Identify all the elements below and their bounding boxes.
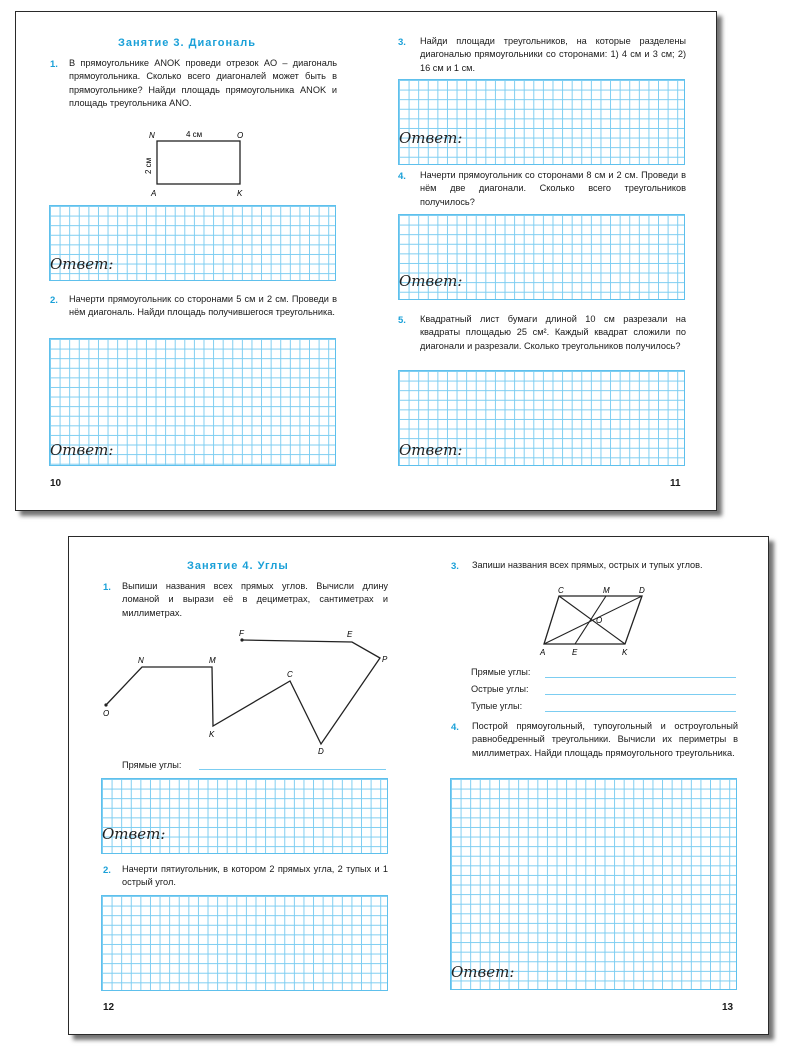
polyline-figure [99,625,399,755]
task-number: 3. [398,37,406,48]
task-text: Начерти пятиугольник, в котором 2 прямых угла, 2 тупых и 1 острый угол. [122,864,388,888]
lesson-title: Занятие 3. Диагональ [118,37,257,49]
vertex-label: C [558,586,564,595]
task-text: Выпиши названия всех прямых углов. Вычисли длину ломаной и вырази её в дециметрах, сантиметрах и миллиметрах. [122,581,388,618]
task-number: 3. [451,561,459,572]
answer-grid[interactable] [398,79,685,165]
answer-grid[interactable] [450,778,737,990]
vertex-label: P [382,655,388,664]
answer-line[interactable] [545,711,736,712]
right-angles-label: Прямые углы: [471,667,531,677]
vertex-label: A [540,648,546,657]
vertex-label: A [151,189,157,198]
vertex-label: M [603,586,610,595]
vertex-label: N [149,131,155,140]
vertex-label: M [209,656,216,665]
answer-label: Ответ: [451,963,515,981]
task-number: 1. [50,59,58,70]
workbook-spread-bottom [68,536,769,1035]
obtuse-angles-label: Тупые углы: [471,701,523,711]
vertex-label: O [237,131,244,140]
vertex-label: K [209,730,215,739]
broken-line [106,640,380,744]
answer-label: Ответ: [399,441,463,459]
task-number: 1. [103,582,111,593]
page-number: 12 [103,1002,115,1013]
vertex-label: K [622,648,628,657]
vertex-label: O [103,709,110,718]
rectangle-shape [157,141,240,184]
task-number: 4. [451,722,459,733]
side-length-label: 4 см [186,130,203,139]
task-text: Найди площади треугольников, на которые разделены диагональю прямоугольники со сторонами: 1) 4 см и 3 см; 2) 16 см и 1 см. [420,36,686,73]
task-text: Начерти прямоугольник со сторонами 8 см и 2 см. Проведи в нём две диагонали. Сколько всего треугольников получилось? [420,170,686,207]
task-text: Запиши названия всех прямых, острых и тупых углов. [472,560,703,570]
parallelogram-figure [535,583,655,661]
lesson-title: Занятие 4. Углы [187,560,289,572]
task-number: 4. [398,171,406,182]
task-text: Начерти прямоугольник со сторонами 5 см и 2 см. Проведи в нём диагональ. Найди площадь получившегося треугольника. [69,294,337,318]
answer-line[interactable] [545,694,736,695]
task-number: 2. [50,295,58,306]
vertex-label: C [287,670,293,679]
right-angles-label: Прямые углы: [122,760,182,770]
answer-line[interactable] [199,769,386,770]
page-number: 13 [722,1002,734,1013]
acute-angles-label: Острые углы: [471,684,529,694]
page-number: 10 [50,478,62,489]
task-number: 5. [398,315,406,326]
task-text: В прямоугольнике ANOK проведи отрезок AO – диагональ прямоугольника. Сколько всего диагоналей может быть в прямоугольнике? Найди площадь прямоугольника ANOK и площадь треугольника ANO. [69,58,337,109]
vertex-label: F [239,629,244,638]
answer-label: Ответ: [102,825,166,843]
task-text: Построй прямоугольный, тупоугольный и остроугольный равнобедренный треугольники. Вычисли их периметры в миллиметрах. Найди площадь прямоугольного треугольника. [472,721,738,758]
vertex-label: D [318,747,324,755]
vertex-label: N [138,656,144,665]
page-number: 11 [670,478,681,489]
rectangle-anok-figure [141,126,251,201]
answer-line[interactable] [545,677,736,678]
workbook-spread-top [15,11,717,511]
answer-label: Ответ: [50,255,114,273]
answer-label: Ответ: [50,441,114,459]
vertex-label: E [347,630,353,639]
answer-label: Ответ: [399,129,463,147]
vertex-label: O [596,616,603,625]
answer-label: Ответ: [399,272,463,290]
task-number: 2. [103,865,111,876]
answer-grid[interactable] [101,895,388,991]
vertex-label: D [639,586,645,595]
side-length-label: 2 см [144,157,153,174]
vertex-label: K [237,189,243,198]
vertex-label: E [572,648,578,657]
task-text: Квадратный лист бумаги длиной 10 см разрезали на квадраты площадью 25 см². Каждый квадрат сложили по диагонали и разрезали. Сколько треугольников получилось? [420,314,686,351]
